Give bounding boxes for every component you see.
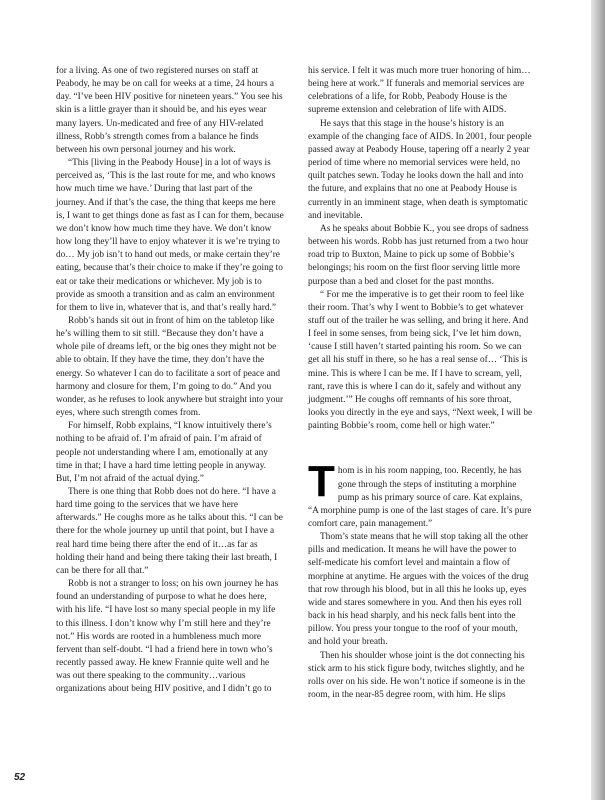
page-spine-shadow <box>591 0 605 800</box>
paragraph: “ For me the imperative is to get their room to feel like their room. That’s why I went to Bobbie’s to get whatever stuff out of the trailer he was selling, and bring it here. And I feel in some senses, from being sick, I’ve let him down, ‘cause I still haven’t started painting his room. So we can get all his stuff in there, so he has a real sense of… ‘This is mine. This is where I can be me. If I have to scream, yell, rant, rave this is where I can do it, safely and without any judgment.’” He coughs off remnants of his sore throat, looks you directly in the eye and says, “Next week, I will be painting Bobbie’s room, come hell or high water.” <box>308 289 533 432</box>
paragraph: his service. I felt it was much more truer honoring of him…being here at work.” If funerals and memorial services are celebrations of a life, for Robb, Peabody House is the supreme extension and celebration of life with AIDS. <box>308 66 531 116</box>
paragraph: As he speaks about Bobbie K., you see drops of sadness between his words. Robb has just returned from a two hour road trip to Buxton, Maine to pick up some of Bobbie’s belongings; his room on the first floor serving little more purpose than a bed and closet for the past months. <box>308 223 529 287</box>
paragraph: Robb is not a stranger to loss; on his own journey he has found an understanding of purpose to what he does here, with his life. “I have lost so many special people in my life to this illness. I don’t know why I’m still here and they’re not.” His words are rooted in a humbleness much more fervent than self-doubt. “I had a friend here in town who’s recently passed away. He knew Frannie quite well and he was out there speaking to the community…various organizations about being HIV positive, and I didn’t go to <box>56 579 279 695</box>
drop-cap-letter: T <box>308 457 335 507</box>
paragraph: Robb’s hands sit out in front of him on the tabletop like he’s willing them to sit still. “Because they don’t have a whole pile of dreams left, or the big ones they might not be able to obtain. If they have the time, they don’t have the energy. So whatever I can do to facilitate a sort of peace and harmony and closure for them, I’m going to do.” And you wonder, as he refuses to look anywhere but straight into your eyes, where such strength comes from. <box>56 315 284 419</box>
page-number: 52 <box>14 772 26 783</box>
dropcap-paragraph-text: hom is in his room napping, too. Recently, he has gone through the steps of instituting a morphine pump as his primary source of care. Kat explains, “A morphine pump is one of the last stages of care. It’s pure comfort care, pain management.” <box>308 466 532 529</box>
paragraph: Thom’s state means that he will stop taking all the other pills and medication. It means he will have the power to self-medicate his comfort level and maintain a flow of morphine at anytime. He argues with the voices of the drug that row through his blood, but in all this he looks up, eyes wide and stares somewhere in you. And then his eyes roll back in his head sharply, and his neck falls bent into the pillow. You press your tongue to the roof of your mouth, and hold your breath. <box>308 532 529 648</box>
paragraph: for a living. As one of two registered nurses on staff at Peabody, he may be on call for weeks at a time, 24 hours a day. “I’ve been HIV positive for nineteen years.” You see his skin is a little grayer than it should be, and his eyes wear many layers. Un-medicated and free of any HIV-related illness, Robb’s strength comes from a balance he finds between his own personal journey and his work. <box>56 66 283 155</box>
right-column <box>308 65 533 702</box>
paragraph: There is one thing that Robb does not do here. “I have a hard time going to the services that we have here afterwards.” He coughs more as he talks about this. “I can be there for the whole journey up until that point, but I have a real hard time being there after the end of it…as far as holding their hand and being there taking their last breath, I can be there for all that.” <box>56 487 283 576</box>
dropcap-paragraph <box>308 457 533 531</box>
left-column <box>56 65 284 697</box>
paragraph: He says that this stage in the house’s history is an example of the changing face of AIDS. In 2001, four people passed away at Peabody House, tapering off a nearly 2 year period of time where no memorial services were held, no quilt patches sewn. Today he looks down the hall and into the future, and explains that no one at Peabody House is currently in an imminent stage, when death is symptomatic and inevitable. <box>308 118 532 221</box>
paragraph: Then his shoulder whose joint is the dot connecting his stick arm to his stick figure body, twitches slightly, and he rolls over on his side. He won’t notice if someone is in the room, in the near-85 degree room, with him. He slips <box>308 650 525 701</box>
paragraph: “This [living in the Peabody House] in a lot of ways is perceived as, ‘This is the last route for me, and who knows how much time we have.’ During that last part of the journey. And if that’s the case, the thing that keeps me here is, I want to get things done as fast as I can for them, because we don’t know how much time they have. We don’t know how long they’ll have to enjoy whatever it is we’re trying to do… My job isn’t to hand out meds, or make certain they’re eating, because that’s their choice to make if they’re going to eat or take their medications or whichever. My job is to provide as smooth a transition and as calm an environment for them to live in, whatever that is, and that’s really hard.” <box>56 158 284 313</box>
paragraph: For himself, Robb explains, “I know intuitively there’s nothing to be afraid of. I’m afraid of pain. I’m afraid of people not understanding where I am, emotionally at any time in that; I have a hard time letting people in anyway. But, I’m not afraid of the actual dying.” <box>56 421 272 484</box>
